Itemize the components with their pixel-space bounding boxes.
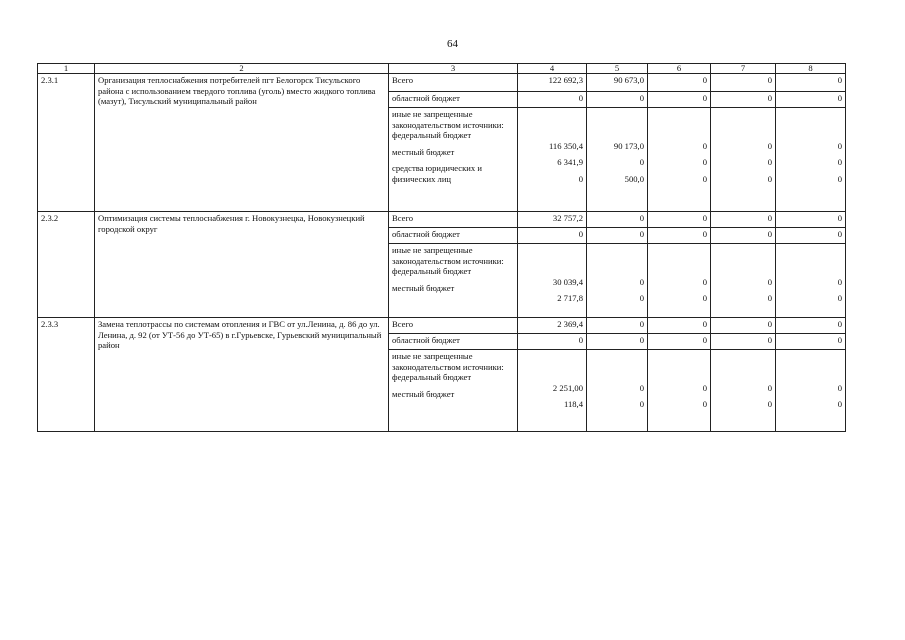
funding-value: 0	[587, 92, 648, 108]
source-values-cell	[518, 244, 587, 318]
source-value: 0	[702, 140, 707, 151]
funding-value: 2 369,4	[518, 318, 587, 334]
source-value: 0	[702, 157, 707, 167]
column-header: 7	[711, 64, 776, 74]
source-value: 0	[837, 276, 842, 287]
funding-value: 0	[711, 318, 776, 334]
project-total-row	[38, 212, 846, 228]
source-value: 0	[639, 276, 644, 287]
funding-label: областной бюджет	[389, 92, 518, 108]
source-value: 0	[767, 382, 772, 393]
source-values-cell	[587, 350, 648, 432]
source-label: федеральный бюджет	[392, 266, 472, 276]
source-value: 0	[578, 173, 583, 184]
source-value: 500,0	[624, 173, 644, 184]
funding-value: 0	[587, 212, 648, 228]
funding-value: 0	[648, 212, 711, 228]
other-sources-cell	[389, 244, 518, 318]
source-values-cell	[776, 244, 846, 318]
column-header: 8	[776, 64, 846, 74]
budget-table	[37, 63, 846, 432]
project-total-row	[38, 74, 846, 92]
project-code: 2.3.1	[38, 74, 95, 212]
source-value: 0	[639, 293, 644, 303]
source-value: 0	[702, 382, 707, 393]
source-value: 6 341,9	[557, 157, 583, 167]
funding-value: 0	[776, 92, 846, 108]
funding-value: 0	[776, 318, 846, 334]
source-values-cell	[587, 244, 648, 318]
project-code: 2.3.3	[38, 318, 95, 432]
funding-value: 0	[711, 212, 776, 228]
source-value: 90 173,0	[613, 140, 644, 151]
funding-value: 0	[648, 228, 711, 244]
funding-value: 0	[648, 334, 711, 350]
source-label: местный бюджет	[392, 388, 455, 399]
funding-value: 0	[587, 228, 648, 244]
funding-value: 0	[587, 318, 648, 334]
funding-value: 122 692,3	[518, 74, 587, 92]
funding-value: 0	[648, 318, 711, 334]
source-label: местный бюджет	[392, 282, 455, 293]
source-values-cell	[711, 244, 776, 318]
project-code: 2.3.2	[38, 212, 95, 318]
source-value: 0	[837, 140, 842, 151]
funding-label: областной бюджет	[389, 334, 518, 350]
source-value: 118,4	[563, 399, 583, 409]
funding-value: 0	[776, 228, 846, 244]
funding-value: 0	[648, 92, 711, 108]
source-label: федеральный бюджет	[392, 372, 472, 382]
source-value: 0	[702, 173, 707, 184]
source-value: 0	[837, 173, 842, 184]
funding-value: 0	[776, 334, 846, 350]
funding-label: областной бюджет	[389, 228, 518, 244]
source-value: 0	[837, 399, 842, 409]
source-value: 2 717,8	[557, 293, 583, 303]
funding-value: 90 673,0	[587, 74, 648, 92]
source-values-cell	[711, 350, 776, 432]
other-sources-label: иные не запрещенные законодательством источники:	[392, 245, 504, 266]
column-header: 3	[389, 64, 518, 74]
source-value: 0	[837, 293, 842, 303]
other-sources-label: иные не запрещенные законодательством источники:	[392, 351, 504, 372]
source-values-cell	[648, 350, 711, 432]
funding-label: Всего	[389, 212, 518, 228]
other-sources-cell	[389, 350, 518, 432]
source-values-cell	[518, 350, 587, 432]
source-value: 0	[767, 157, 772, 167]
project-name: Организация теплоснабжения потребителей пгт Белогорск Тисульского района с использованием твердого топлива (уголь) вместо жидкого топлива (мазут), Тисульский муниципальный район	[95, 74, 389, 212]
source-value: 116 350,4	[548, 140, 583, 151]
source-value: 2 251,00	[552, 382, 583, 393]
source-value: 0	[639, 157, 644, 167]
funding-value: 0	[711, 92, 776, 108]
source-value: 0	[767, 276, 772, 287]
source-value: 0	[702, 276, 707, 287]
source-label: местный бюджет	[392, 146, 455, 157]
column-header: 6	[648, 64, 711, 74]
column-header: 4	[518, 64, 587, 74]
funding-value: 32 757,2	[518, 212, 587, 228]
source-value: 0	[702, 293, 707, 303]
column-header: 1	[38, 64, 95, 74]
source-value: 0	[639, 382, 644, 393]
source-value: 0	[767, 399, 772, 409]
source-label: федеральный бюджет	[392, 130, 472, 140]
column-number-row	[38, 64, 846, 74]
source-values-cell	[587, 108, 648, 212]
source-values-cell	[711, 108, 776, 212]
source-values-cell	[776, 108, 846, 212]
source-value: 30 039,4	[552, 276, 583, 287]
source-values-cell	[648, 244, 711, 318]
source-values-cell	[648, 108, 711, 212]
funding-value: 0	[648, 74, 711, 92]
funding-label: Всего	[389, 74, 518, 92]
funding-value: 0	[711, 334, 776, 350]
source-values-cell	[518, 108, 587, 212]
other-sources-cell	[389, 108, 518, 212]
funding-value: 0	[518, 228, 587, 244]
funding-value: 0	[776, 74, 846, 92]
funding-value: 0	[711, 228, 776, 244]
source-label: средства юридических и физических лиц	[392, 163, 482, 184]
column-header: 2	[95, 64, 389, 74]
project-name: Замена теплотрассы по системам отопления и ГВС от ул.Ленина, д. 86 до ул. Ленина, д. 92 (от УТ-56 до УТ-65) в г.Гурьевске, Гурьевский муниципальный район	[95, 318, 389, 432]
funding-value: 0	[518, 334, 587, 350]
source-value: 0	[767, 293, 772, 303]
funding-value: 0	[776, 212, 846, 228]
funding-label: Всего	[389, 318, 518, 334]
source-values-cell	[776, 350, 846, 432]
page-number: 64	[447, 38, 458, 50]
column-header: 5	[587, 64, 648, 74]
source-value: 0	[837, 157, 842, 167]
source-value: 0	[837, 382, 842, 393]
other-sources-label: иные не запрещенные законодательством источники:	[392, 109, 504, 130]
funding-value: 0	[587, 334, 648, 350]
source-value: 0	[767, 173, 772, 184]
funding-value: 0	[518, 92, 587, 108]
source-value: 0	[639, 399, 644, 409]
project-total-row	[38, 318, 846, 334]
project-name: Оптимизация системы теплоснабжения г. Новокузнецка, Новокузнецкий городской округ	[95, 212, 389, 318]
source-value: 0	[702, 399, 707, 409]
funding-value: 0	[711, 74, 776, 92]
source-value: 0	[767, 140, 772, 151]
